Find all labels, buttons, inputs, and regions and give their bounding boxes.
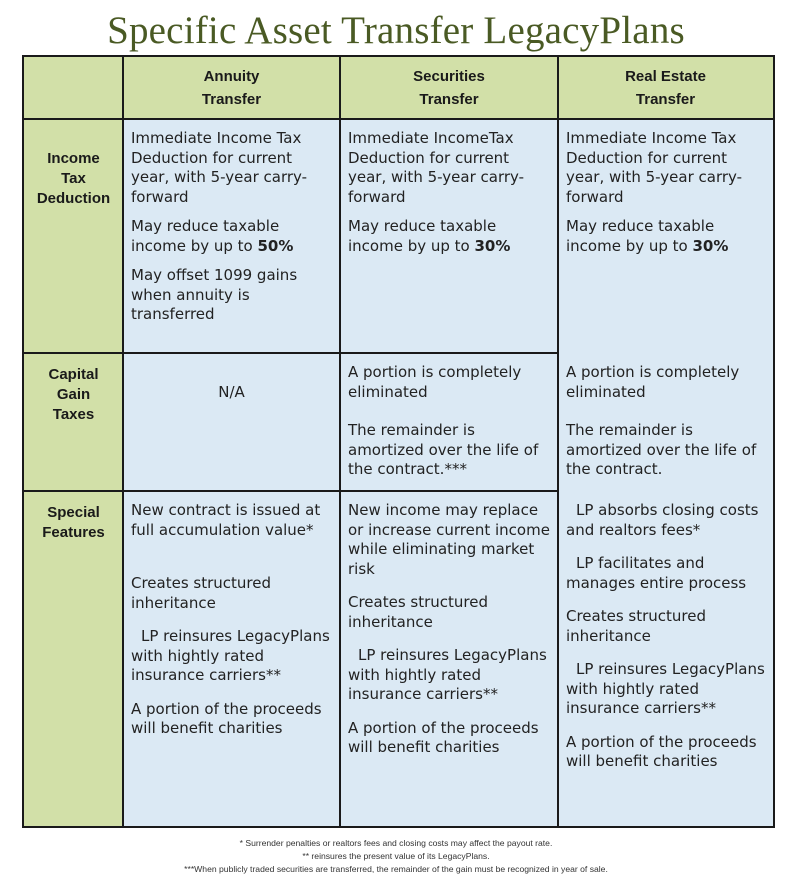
header-securities-line1: Securities xyxy=(413,68,485,85)
header-securities xyxy=(340,57,558,119)
footnote-2: ** reinsures the present value of its LegacyPlans. xyxy=(302,851,490,861)
special-securities-p1: New income may replace or increase current income while eliminating market risk xyxy=(348,501,550,578)
header-realestate-line1: Real Estate xyxy=(625,68,706,85)
income-realestate-p2 xyxy=(566,217,765,256)
special-securities-p2: Creates structured inheritance xyxy=(348,593,489,631)
special-realestate-p4: A portion of the proceeds will benefit charities xyxy=(566,732,757,770)
grid-line-vertical xyxy=(557,57,559,826)
row-label-line: Income xyxy=(47,150,100,167)
income-annuity-p2 xyxy=(131,217,332,256)
cell-special-securities xyxy=(340,491,558,826)
special-realestate-p1: LP absorbs closing costs and realtors fees* xyxy=(566,501,759,539)
cell-income-realestate xyxy=(558,119,773,353)
header-annuity xyxy=(123,57,340,119)
comparison-table xyxy=(22,55,775,828)
row-label-capital-gain xyxy=(24,353,123,491)
income-securities-p2-text: May reduce taxable income by up to xyxy=(348,217,497,255)
special-annuity-p1: New contract is issued at full accumulation value* xyxy=(131,501,321,539)
grid-line-horizontal xyxy=(24,352,557,354)
cell-income-securities xyxy=(340,119,558,353)
special-annuity-p3: LP reinsures LegacyPlans with hightly rated insurance carriers** xyxy=(131,627,330,684)
special-realestate-p3: LP reinsures LegacyPlans with hightly rated insurance carriers** xyxy=(566,660,765,717)
row-label-special-features xyxy=(24,491,123,826)
special-realestate-p1b: LP facilitates and manages entire process xyxy=(566,554,747,592)
grid-line-horizontal xyxy=(24,118,773,120)
row-label-income-tax xyxy=(24,119,123,353)
special-annuity-p2: Creates structured inheritance xyxy=(131,574,272,612)
header-realestate xyxy=(558,57,773,119)
special-annuity-p4: A portion of the proceeds will benefit charities xyxy=(131,699,322,737)
header-annuity-line1: Annuity xyxy=(203,68,260,85)
income-realestate-pct: 30% xyxy=(692,236,729,255)
income-annuity-p2-text: May reduce taxable income by up to xyxy=(131,217,280,255)
income-annuity-p3: May offset 1099 gains when annuity is transferred xyxy=(131,266,298,323)
header-securities-line2: Transfer xyxy=(419,91,479,108)
cell-capital-realestate xyxy=(558,353,773,491)
cell-capital-securities xyxy=(340,353,558,491)
row-label-line: Taxes xyxy=(52,406,95,423)
row-label-line: Capital xyxy=(48,366,99,383)
income-securities-p2 xyxy=(348,217,550,256)
capital-realestate-p2: The remainder is amortized over the life of the contract. xyxy=(566,421,757,478)
row-label-line: Gain xyxy=(56,386,91,403)
footnote-3: ***When publicly traded securities are transferred, the remainder of the gain must be recognized in year of sale. xyxy=(184,864,608,874)
grid-line-vertical xyxy=(122,57,124,826)
header-realestate-line2: Transfer xyxy=(635,91,696,108)
income-annuity-pct: 50% xyxy=(257,236,294,255)
grid-line-horizontal xyxy=(24,490,557,492)
income-securities-p1: Immediate IncomeTax Deduction for current year, with 5-year carry-forward xyxy=(348,129,525,206)
capital-securities-p2: The remainder is amortized over the life of the contract.*** xyxy=(348,421,539,478)
cell-special-annuity xyxy=(123,491,340,826)
income-securities-pct: 30% xyxy=(474,236,511,255)
footnote-1: * Surrender penalties or realtors fees and closing costs may affect the payout rate. xyxy=(239,838,553,848)
special-securities-p3: LP reinsures LegacyPlans with hightly rated insurance carriers** xyxy=(348,646,547,703)
capital-annuity-na: N/A xyxy=(218,383,245,401)
header-corner xyxy=(24,57,123,119)
row-label-line: Tax xyxy=(61,170,86,187)
capital-realestate-p1: A portion is completely eliminated xyxy=(566,363,740,401)
row-label-line: Special xyxy=(47,504,100,521)
cell-special-realestate xyxy=(558,491,773,826)
row-label-line: Features xyxy=(42,524,105,541)
special-realestate-p2: Creates structured inheritance xyxy=(566,607,707,645)
header-annuity-line2: Transfer xyxy=(201,91,262,108)
row-label-line: Deduction xyxy=(36,190,111,207)
capital-securities-p1: A portion is completely eliminated xyxy=(348,363,522,401)
cell-capital-annuity xyxy=(123,353,340,491)
grid-line-vertical xyxy=(339,57,341,826)
cell-income-annuity xyxy=(123,119,340,353)
income-realestate-p1: Immediate Income Tax Deduction for current year, with 5-year carry-forward xyxy=(566,129,743,206)
income-annuity-p1: Immediate Income Tax Deduction for current year, with 5-year carry-forward xyxy=(131,129,308,206)
special-securities-p4: A portion of the proceeds will benefit charities xyxy=(348,718,539,756)
page-title: Specific Asset Transfer LegacyPlans xyxy=(107,9,685,52)
income-realestate-p2-text: May reduce taxable income by up to xyxy=(566,217,715,255)
